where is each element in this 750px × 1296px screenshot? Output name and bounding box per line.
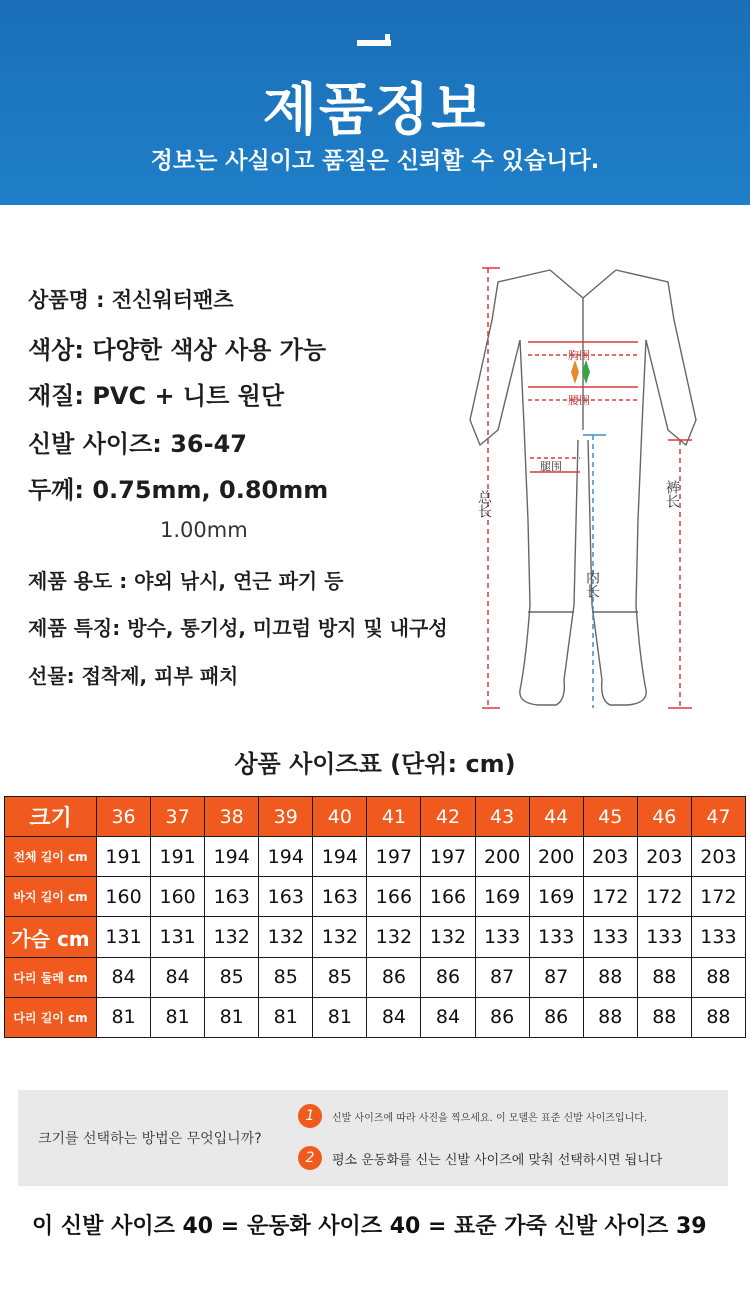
page-subtitle: 정보는 사실이고 품질은 신뢰할 수 있습니다. (150, 148, 600, 174)
table-row (5, 957, 746, 997)
table-cell: 131 (97, 917, 151, 957)
table-cell: 81 (97, 997, 151, 1037)
table-cell: 88 (691, 997, 745, 1037)
help-step-2-text: 평소 운동화를 신는 신발 사이즈에 맞춰 선택하시면 됩니다 (332, 1152, 663, 1168)
spec-product-name: 상품명 : 전신워터팬츠 (28, 288, 234, 312)
row-label: 전체 길이 cm (5, 837, 97, 877)
table-cell: 84 (367, 997, 421, 1037)
table-cell: 194 (259, 837, 313, 877)
table-cell: 88 (637, 957, 691, 997)
table-cell: 133 (529, 917, 583, 957)
size-table-title: 상품 사이즈표 (단위: cm) (234, 750, 516, 778)
header-banner (0, 0, 750, 205)
table-cell: 84 (151, 957, 205, 997)
help-question: 크기를 선택하는 방법은 무엇입니까? (38, 1131, 262, 1147)
table-cell: 200 (529, 837, 583, 877)
row-label: 다리 둘레 cm (5, 957, 97, 997)
table-cell: 132 (259, 917, 313, 957)
wader-outline (470, 270, 696, 705)
total-length-label: 总长 (476, 490, 492, 518)
size-table-header-row (5, 797, 746, 837)
table-cell: 163 (205, 877, 259, 917)
size-table (4, 796, 746, 1038)
table-cell: 85 (205, 957, 259, 997)
table-cell: 172 (637, 877, 691, 917)
table-cell: 166 (421, 877, 475, 917)
row-label: 바지 길이 cm (5, 877, 97, 917)
table-cell: 81 (313, 997, 367, 1037)
table-row (5, 997, 746, 1037)
table-cell: 81 (205, 997, 259, 1037)
table-cell: 86 (475, 997, 529, 1037)
size-header-cell: 46 (637, 797, 691, 837)
step-1-number: 1 (298, 1104, 322, 1128)
spec-thickness: 두께: 0.75mm, 0.80mm (28, 476, 329, 504)
table-cell: 160 (151, 877, 205, 917)
table-cell: 163 (313, 877, 367, 917)
size-header-cell: 42 (421, 797, 475, 837)
table-cell: 86 (367, 957, 421, 997)
table-row (5, 877, 746, 917)
table-cell: 86 (529, 997, 583, 1037)
table-cell: 172 (691, 877, 745, 917)
table-cell: 194 (205, 837, 259, 877)
size-header-cell: 39 (259, 797, 313, 837)
thickness-arrows (571, 360, 590, 384)
size-header-cell: 41 (367, 797, 421, 837)
wader-measurement-diagram (458, 260, 708, 715)
help-step-2 (298, 1146, 662, 1170)
table-cell: 88 (637, 997, 691, 1037)
table-cell: 172 (583, 877, 637, 917)
table-cell: 191 (151, 837, 205, 877)
size-header-cell: 38 (205, 797, 259, 837)
table-cell: 133 (583, 917, 637, 957)
table-cell: 169 (475, 877, 529, 917)
row-label: 가슴 cm (5, 917, 97, 957)
size-header-cell: 37 (151, 797, 205, 837)
table-cell: 197 (421, 837, 475, 877)
spec-color: 색상: 다양한 색상 사용 가능 (28, 336, 327, 364)
table-cell: 88 (583, 997, 637, 1037)
help-step-1-text: 신발 사이즈에 따라 사진을 찍으세요. 이 모델은 표준 신발 사이즈입니다. (332, 1112, 648, 1124)
spec-shoe-size: 신발 사이즈: 36-47 (28, 430, 247, 458)
size-header-cell: 43 (475, 797, 529, 837)
spec-features: 제품 특징: 방수, 통기성, 미끄럼 방지 및 내구성 (28, 616, 448, 640)
table-cell: 84 (421, 997, 475, 1037)
table-cell: 85 (259, 957, 313, 997)
table-cell: 87 (475, 957, 529, 997)
table-cell: 203 (583, 837, 637, 877)
table-cell: 163 (259, 877, 313, 917)
thigh-label: 腿围 (540, 460, 562, 473)
table-cell: 86 (421, 957, 475, 997)
size-header-cell: 40 (313, 797, 367, 837)
table-cell: 203 (637, 837, 691, 877)
size-header-cell: 47 (691, 797, 745, 837)
spec-thickness-extra: 1.00mm (160, 518, 248, 542)
table-cell: 85 (313, 957, 367, 997)
pants-length-label: 裤长 (664, 480, 680, 508)
row-label: 다리 길이 cm (5, 997, 97, 1037)
help-step-1 (298, 1104, 647, 1128)
table-cell: 87 (529, 957, 583, 997)
table-cell: 81 (259, 997, 313, 1037)
table-cell: 194 (313, 837, 367, 877)
table-row (5, 837, 746, 877)
table-cell: 132 (367, 917, 421, 957)
page-title: 제품정보 (262, 78, 488, 143)
size-header-label: 크기 (5, 797, 97, 837)
table-cell: 131 (151, 917, 205, 957)
table-cell: 132 (205, 917, 259, 957)
size-header-cell: 36 (97, 797, 151, 837)
spec-usage: 제품 용도 : 야외 낚시, 연근 파기 등 (28, 569, 344, 593)
table-cell: 88 (583, 957, 637, 997)
table-cell: 160 (97, 877, 151, 917)
size-header-cell: 45 (583, 797, 637, 837)
header-dash-decoration-2 (385, 34, 390, 46)
chest-label: 胸围 (568, 349, 590, 362)
spec-gift: 선물: 접착제, 피부 패치 (28, 664, 239, 688)
table-cell: 132 (421, 917, 475, 957)
table-cell: 203 (691, 837, 745, 877)
table-cell: 133 (475, 917, 529, 957)
table-cell: 191 (97, 837, 151, 877)
table-cell: 200 (475, 837, 529, 877)
table-cell: 81 (151, 997, 205, 1037)
step-2-number: 2 (298, 1146, 322, 1170)
table-cell: 133 (691, 917, 745, 957)
measure-lines (482, 268, 692, 708)
size-help-box (18, 1090, 728, 1186)
table-cell: 133 (637, 917, 691, 957)
waist-label: 腰围 (568, 394, 590, 407)
table-cell: 88 (691, 957, 745, 997)
inseam-label: 内长 (584, 570, 600, 598)
table-cell: 132 (313, 917, 367, 957)
table-cell: 197 (367, 837, 421, 877)
size-header-cell: 44 (529, 797, 583, 837)
table-cell: 169 (529, 877, 583, 917)
spec-material: 재질: PVC + 니트 원단 (28, 382, 285, 410)
table-row (5, 917, 746, 957)
table-cell: 166 (367, 877, 421, 917)
shoe-size-equivalence-note: 이 신발 사이즈 40 = 운동화 사이즈 40 = 표준 가죽 신발 사이즈 39 (32, 1214, 707, 1239)
table-cell: 84 (97, 957, 151, 997)
